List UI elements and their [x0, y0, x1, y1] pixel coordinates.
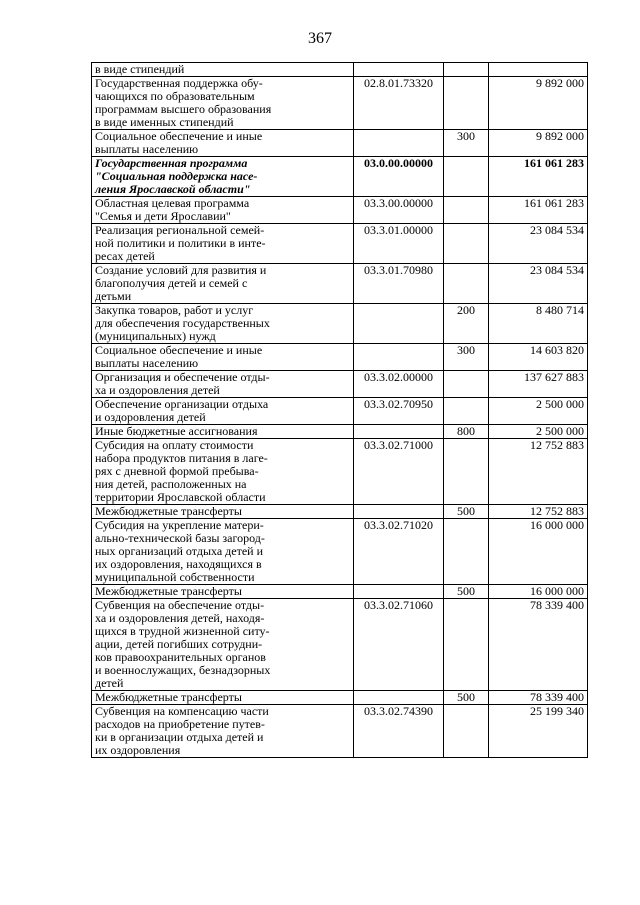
row-expense-type-cell [444, 599, 489, 691]
row-name-cell: Межбюджетные трансферты [92, 691, 354, 705]
budget-table-body [92, 63, 588, 758]
table-row [92, 130, 588, 157]
row-expense-type-cell: 300 [444, 130, 489, 157]
budget-table [91, 62, 588, 758]
row-code-cell [354, 130, 444, 157]
row-name-cell: Иные бюджетные ассигнования [92, 425, 354, 439]
row-expense-type-cell: 500 [444, 585, 489, 599]
row-expense-type-cell [444, 77, 489, 130]
table-row [92, 425, 588, 439]
row-code-cell [354, 344, 444, 371]
row-expense-type-cell: 200 [444, 304, 489, 344]
row-name-cell: Межбюджетные трансферты [92, 585, 354, 599]
row-amount-cell: 161 061 283 [489, 197, 588, 224]
table-row [92, 691, 588, 705]
row-code-cell: 03.3.02.00000 [354, 371, 444, 398]
row-code-cell [354, 691, 444, 705]
row-expense-type-cell [444, 264, 489, 304]
row-name-cell: Межбюджетные трансферты [92, 505, 354, 519]
row-amount-cell: 16 000 000 [489, 519, 588, 585]
row-expense-type-cell [444, 439, 489, 505]
row-amount-cell: 12 752 883 [489, 439, 588, 505]
row-code-cell: 03.3.02.71020 [354, 519, 444, 585]
table-row [92, 398, 588, 425]
row-name-cell: Обеспечение организации отдыха и оздоровления детей [92, 398, 354, 425]
row-expense-type-cell: 300 [444, 344, 489, 371]
table-row [92, 585, 588, 599]
row-amount-cell: 2 500 000 [489, 398, 588, 425]
row-expense-type-cell [444, 519, 489, 585]
row-amount-cell: 23 084 534 [489, 264, 588, 304]
row-code-cell: 02.8.01.73320 [354, 77, 444, 130]
row-name-cell: Субсидия на укрепление матери- ально-технической базы загород- ных организаций отдыха детей и их оздоровления, находящихся в муниципальной собственности [92, 519, 354, 585]
row-code-cell: 03.3.01.70980 [354, 264, 444, 304]
row-expense-type-cell [444, 224, 489, 264]
row-amount-cell: 78 339 400 [489, 691, 588, 705]
row-amount-cell: 78 339 400 [489, 599, 588, 691]
row-code-cell: 03.3.02.74390 [354, 705, 444, 758]
row-name-cell: в виде стипендий [92, 63, 354, 77]
row-code-cell: 03.0.00.00000 [354, 157, 444, 197]
row-amount-cell: 161 061 283 [489, 157, 588, 197]
table-row [92, 197, 588, 224]
table-row [92, 705, 588, 758]
table-row [92, 439, 588, 505]
row-expense-type-cell [444, 398, 489, 425]
row-expense-type-cell [444, 705, 489, 758]
row-expense-type-cell [444, 197, 489, 224]
row-code-cell [354, 585, 444, 599]
row-name-cell: Субсидия на оплату стоимости набора продуктов питания в лаге- рях с дневной формой пребыва- ния детей, расположенных на территории Ярославской области [92, 439, 354, 505]
row-expense-type-cell [444, 157, 489, 197]
row-name-cell: Государственная поддержка обу- чающихся по образовательным программам высшего образования в виде именных стипендий [92, 77, 354, 130]
row-name-cell: Создание условий для развития и благополучия детей и семей с детьми [92, 264, 354, 304]
row-name-cell: Закупка товаров, работ и услуг для обеспечения государственных (муниципальных) нужд [92, 304, 354, 344]
row-expense-type-cell: 800 [444, 425, 489, 439]
row-code-cell [354, 505, 444, 519]
row-amount-cell [489, 63, 588, 77]
table-row [92, 157, 588, 197]
row-code-cell: 03.3.02.71060 [354, 599, 444, 691]
row-code-cell: 03.3.00.00000 [354, 197, 444, 224]
row-code-cell: 03.3.02.70950 [354, 398, 444, 425]
row-amount-cell: 25 199 340 [489, 705, 588, 758]
row-amount-cell: 12 752 883 [489, 505, 588, 519]
row-name-cell: Социальное обеспечение и иные выплаты населению [92, 344, 354, 371]
row-name-cell: Областная целевая программа "Семья и дети Ярославии" [92, 197, 354, 224]
row-expense-type-cell [444, 371, 489, 398]
row-code-cell [354, 304, 444, 344]
row-amount-cell: 23 084 534 [489, 224, 588, 264]
row-amount-cell: 137 627 883 [489, 371, 588, 398]
row-amount-cell: 16 000 000 [489, 585, 588, 599]
row-amount-cell: 14 603 820 [489, 344, 588, 371]
table-row [92, 519, 588, 585]
row-expense-type-cell: 500 [444, 691, 489, 705]
row-amount-cell: 2 500 000 [489, 425, 588, 439]
table-row [92, 264, 588, 304]
row-amount-cell: 8 480 714 [489, 304, 588, 344]
table-row [92, 371, 588, 398]
table-row [92, 505, 588, 519]
table-row [92, 344, 588, 371]
row-name-cell: Государственная программа "Социальная поддержка насе- ления Ярославской области" [92, 157, 354, 197]
table-row [92, 599, 588, 691]
table-row [92, 63, 588, 77]
row-expense-type-cell [444, 63, 489, 77]
row-amount-cell: 9 892 000 [489, 77, 588, 130]
table-row [92, 224, 588, 264]
row-name-cell: Реализация региональной семей- ной политики и политики в инте- ресах детей [92, 224, 354, 264]
row-code-cell: 03.3.01.00000 [354, 224, 444, 264]
row-name-cell: Организация и обеспечение отды- ха и оздоровления детей [92, 371, 354, 398]
row-amount-cell: 9 892 000 [489, 130, 588, 157]
table-row [92, 77, 588, 130]
row-code-cell [354, 425, 444, 439]
row-name-cell: Субвенция на обеспечение отды- ха и оздоровления детей, находя- щихся в трудной жизненной ситу- ации, детей погибших сотрудни- ков правоохранительных органов и военнослужащих, безнадзорных детей [92, 599, 354, 691]
row-name-cell: Субвенция на компенсацию части расходов на приобретение путев- ки в организации отдыха детей и их оздоровления [92, 705, 354, 758]
row-name-cell: Социальное обеспечение и иные выплаты населению [92, 130, 354, 157]
row-code-cell: 03.3.02.71000 [354, 439, 444, 505]
row-code-cell [354, 63, 444, 77]
table-row [92, 304, 588, 344]
page-number: 367 [308, 30, 332, 47]
row-expense-type-cell: 500 [444, 505, 489, 519]
